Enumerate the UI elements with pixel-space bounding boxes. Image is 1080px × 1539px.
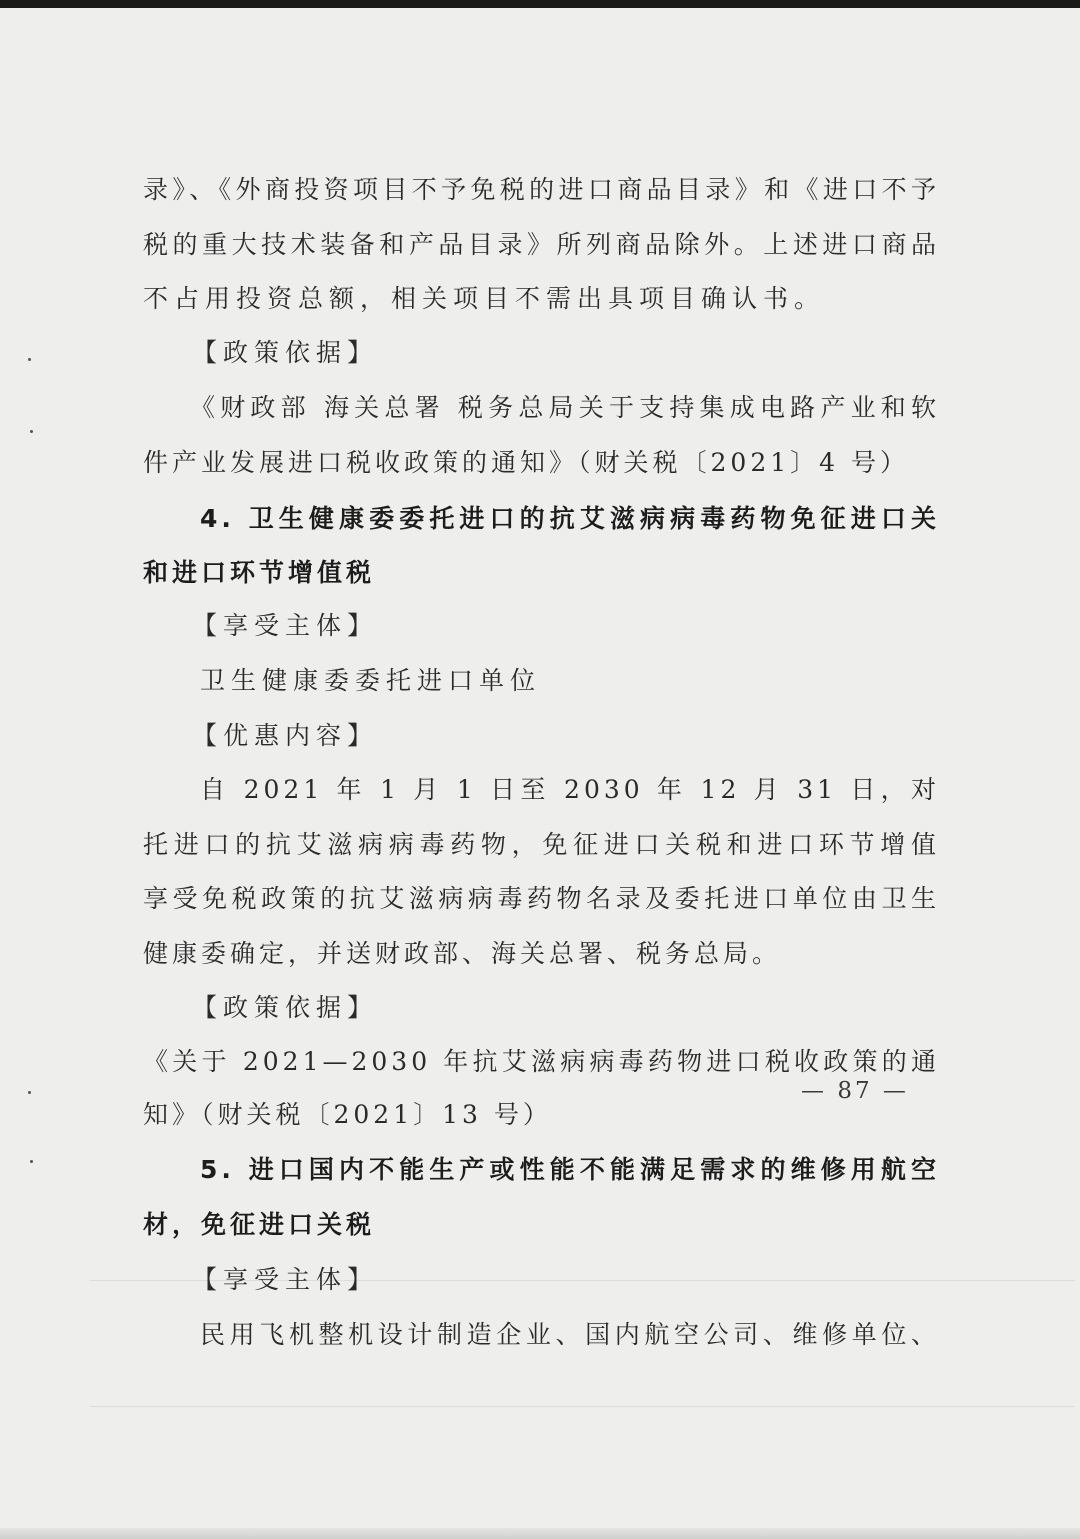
scan-speck [28, 358, 31, 361]
document-page [0, 8, 1080, 1528]
scan-speck [28, 1091, 31, 1094]
paragraph-line: 《财政部 海关总署 税务总局关于支持集成电路产业和软 [190, 393, 940, 422]
section-label-policy-basis: 【政策依据】 [192, 338, 379, 367]
paragraph-line: 卫生健康委委托进口单位 [200, 666, 542, 695]
paragraph-line: 税的重大技术装备和产品目录》所列商品除外。上述进口商品 [143, 230, 940, 259]
paragraph-line: 享受免税政策的抗艾滋病病毒药物名录及委托进口单位由卫生 [143, 884, 940, 913]
scan-speck [30, 430, 33, 433]
section-label-policy-basis: 【政策依据】 [192, 993, 379, 1022]
section-label-beneficiary: 【享受主体】 [192, 611, 379, 640]
item-heading-4: 4. 卫生健康委委托进口的抗艾滋病病毒药物免征进口关 [200, 504, 940, 533]
paragraph-line: 托进口的抗艾滋病病毒药物，免征进口关税和进口环节增值 [143, 830, 940, 859]
paragraph-line: 录》、《外商投资项目不予免税的进口商品目录》和《进口不予 [143, 175, 940, 204]
paragraph-line: 件产业发展进口税收政策的通知》（财关税〔2021〕4 号） [143, 448, 909, 477]
page-number: — 87 — [801, 1078, 909, 1104]
section-label-benefit-content: 【优惠内容】 [192, 721, 379, 750]
paragraph-line: 不占用投资总额，相关项目不需出具项目确认书。 [143, 284, 826, 313]
paragraph-line: 《关于 2021—2030 年抗艾滋病病毒药物进口税收政策的通 [143, 1047, 940, 1076]
section-label-beneficiary: 【享受主体】 [192, 1265, 379, 1294]
item-heading-5: 5. 进口国内不能生产或性能不能满足需求的维修用航空 [200, 1155, 940, 1184]
paragraph-line: 民用飞机整机设计制造企业、国内航空公司、维修单位、 [200, 1320, 940, 1349]
scan-bottom-edge [0, 1528, 1080, 1539]
paragraph-line: 知》（财关税〔2021〕13 号） [143, 1100, 552, 1129]
paragraph-line: 健康委确定，并送财政部、海关总署、税务总局。 [143, 939, 782, 968]
item-heading-5-cont: 材，免征进口关税 [143, 1210, 376, 1239]
scan-artifact-line [90, 1406, 1075, 1407]
scan-speck [30, 1160, 33, 1163]
scan-top-border [0, 0, 1080, 8]
paragraph-line: 自 2021 年 1 月 1 日至 2030 年 12 月 31 日，对 [200, 775, 940, 804]
item-heading-4-cont: 和进口环节增值税 [143, 558, 376, 587]
